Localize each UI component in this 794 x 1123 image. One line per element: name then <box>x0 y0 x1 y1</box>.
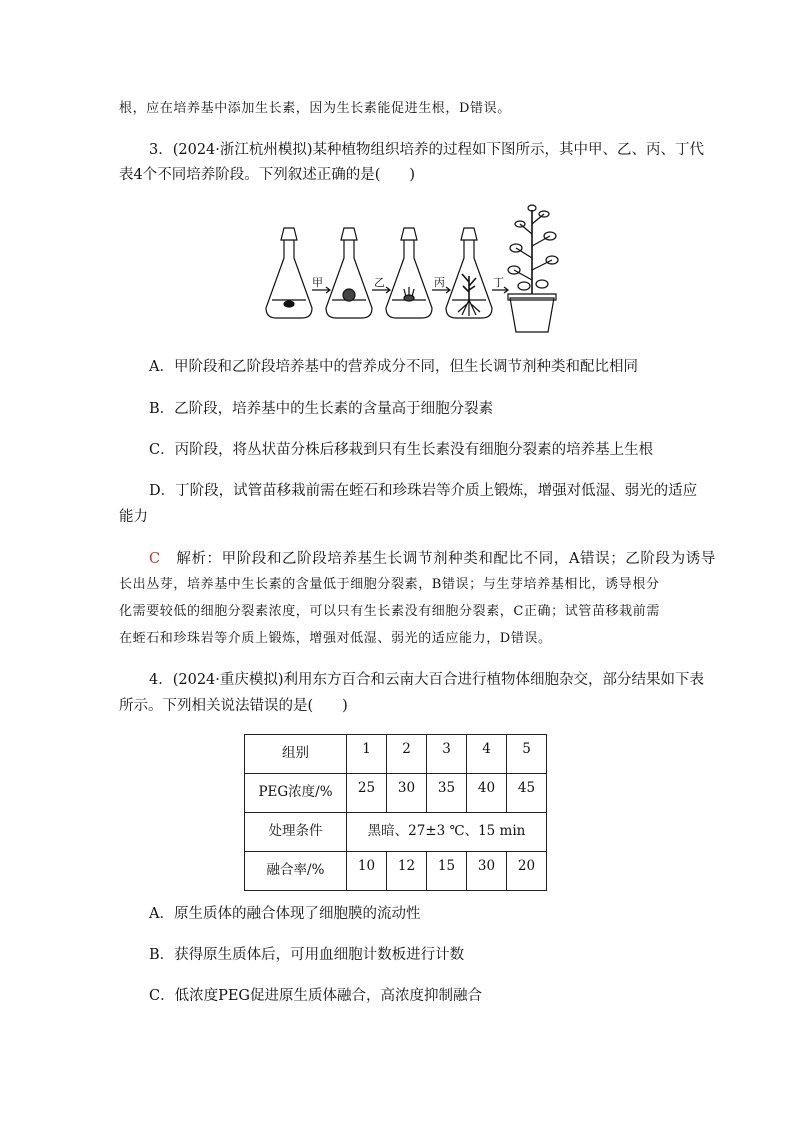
table-row-head: PEG浓度/% <box>245 774 347 813</box>
table-cell: 20 <box>507 852 547 891</box>
table-row-head: 融合率/% <box>245 852 347 891</box>
question-4-option-b: B．获得原生质体后，可用血细胞计数板进行计数 <box>149 947 465 963</box>
table-row-head: 处理条件 <box>245 813 347 852</box>
table-cell: 12 <box>387 852 427 891</box>
table-cell-condition: 黑暗、27±3 ℃、15 min <box>347 813 547 852</box>
stage-label-yi: 乙 <box>374 276 385 289</box>
table-cell: 4 <box>467 735 507 774</box>
explanation-text: 解析：甲阶段和乙阶段培养基生长调节剂种类和配比不同，A错误；乙阶段为诱导 <box>176 551 716 567</box>
question-3-explanation-line-4: 在蛭石和珍珠岩等介质上锻炼，增强对低湿、弱光的适应能力，D错误。 <box>119 631 552 646</box>
question-4-option-a: A．原生质体的融合体现了细胞膜的流动性 <box>149 906 421 922</box>
stage-label-ding: 丁 <box>493 276 504 289</box>
table-row <box>245 774 547 813</box>
table-row-head: 组别 <box>245 735 347 774</box>
table-cell: 30 <box>387 774 427 813</box>
table-cell: 2 <box>387 735 427 774</box>
question-4-option-c: C．低浓度PEG促进原生质体融合，高浓度抑制融合 <box>149 988 483 1004</box>
table-cell: 10 <box>347 852 387 891</box>
question-3-option-d: D．丁阶段，试管苗移栽前需在蛭石和珍珠岩等介质上锻炼，增强对低湿、弱光的适应 <box>149 483 698 499</box>
stage-label-jia: 甲 <box>312 276 323 289</box>
question-3-explanation-line-3: 化需要较低的细胞分裂素浓度，可以只有生长素没有细胞分裂素，C正确；试管苗移栽前需 <box>119 604 660 619</box>
answer-letter: C <box>149 551 161 567</box>
question-3-option-a: A．甲阶段和乙阶段培养基中的营养成分不同，但生长调节剂种类和配比相同 <box>149 359 638 375</box>
table-cell: 30 <box>467 852 507 891</box>
table-row <box>245 813 547 852</box>
question-3-option-d-cont: 能力 <box>119 509 148 525</box>
stage-label-bing: 丙 <box>434 276 445 289</box>
question-3-option-c: C．丙阶段，将丛状苗分株后移栽到只有生长素没有细胞分裂素的培养基上生根 <box>149 442 654 458</box>
question-3-line-2: 表4个不同培养阶段。下列叙述正确的是( ) <box>119 167 416 183</box>
table-cell: 5 <box>507 735 547 774</box>
question-4-line-1: 4．(2024·重庆模拟)利用东方百合和云南大百合进行植物体细胞杂交，部分结果如下表 <box>149 672 705 688</box>
question-3-option-b: B．乙阶段，培养基中的生长素的含量高于细胞分裂素 <box>149 401 494 417</box>
tissue-culture-figure <box>262 200 562 340</box>
table-row <box>245 735 547 774</box>
previous-explanation-tail: 根，应在培养基中添加生长素，因为生长素能促进生根，D错误。 <box>119 101 511 116</box>
table-row <box>245 852 547 891</box>
flask-stage-3-icon <box>386 228 432 318</box>
table-cell: 40 <box>467 774 507 813</box>
table-cell: 15 <box>427 852 467 891</box>
flask-stage-2-icon <box>326 228 372 318</box>
potted-plant-icon <box>508 205 558 332</box>
question-4-line-2: 所示。下列相关说法错误的是( ) <box>119 698 348 714</box>
peg-fusion-table <box>244 734 547 891</box>
table-cell: 35 <box>427 774 467 813</box>
question-3-line-1: 3．(2024·浙江杭州模拟)某种植物组织培养的过程如下图所示，其中甲、乙、丙、丁代 <box>149 142 705 158</box>
table-cell: 25 <box>347 774 387 813</box>
flask-stage-1-icon <box>266 228 312 318</box>
question-3-explanation-line-2: 长出丛芽，培养基中生长素的含量低于细胞分裂素，B错误；与生芽培养基相比，诱导根分 <box>119 577 660 592</box>
table-cell: 45 <box>507 774 547 813</box>
question-3-explanation-line-1 <box>149 547 716 568</box>
flask-stage-4-icon <box>446 228 492 318</box>
table-cell: 1 <box>347 735 387 774</box>
table-cell: 3 <box>427 735 467 774</box>
